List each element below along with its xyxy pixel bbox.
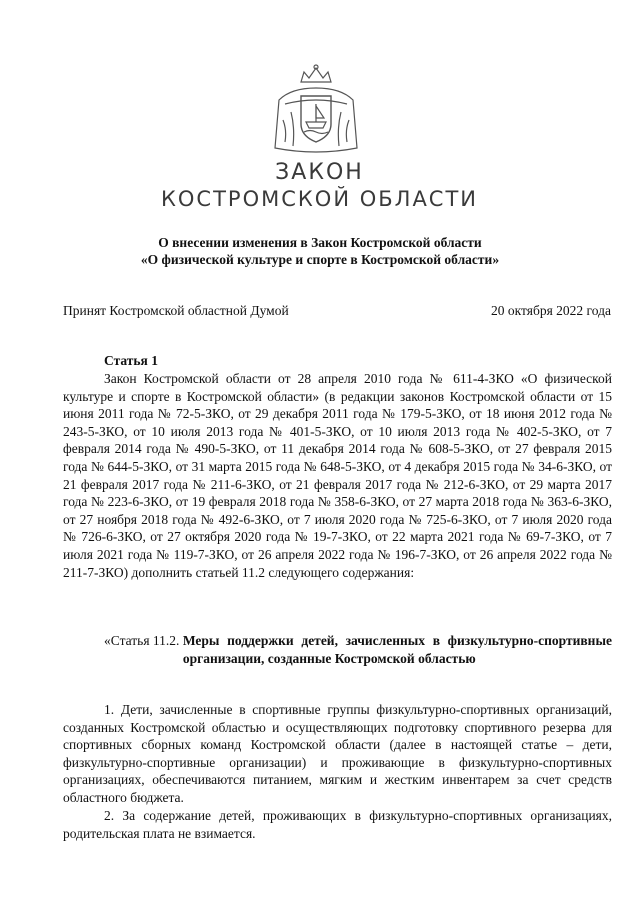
- article-11-2-title: Меры поддержки детей, зачисленных в физкультурно-спортивные организации, созданные Костромской областью: [182, 633, 612, 666]
- adoption-date: 20 октября 2022 года: [491, 303, 611, 318]
- article-11-2-heading: [104, 632, 612, 667]
- subject-line-2: «О физической культуре и спорте в Костромской области»: [140, 252, 500, 267]
- coat-of-arms-icon: [271, 60, 361, 160]
- adoption-line: [63, 303, 611, 319]
- subject-line-1: О внесении изменения в Закон Костромской области: [158, 235, 482, 250]
- article-1-heading: Статья 1: [104, 353, 158, 368]
- law-region-title: КОСТРОМСКОЙ ОБЛАСТИ: [160, 187, 479, 211]
- article-11-2-paragraph-2: 2. За содержание детей, проживающих в физкультурно-спортивных организациях, родительская плата не взимается.: [63, 808, 612, 841]
- article-1-text: Закон Костромской области от 28 апреля 2010 года № 611-4-ЗКО «О физической культуре и спорте в Костромской области» (в редакции законов Костромской области от 15 июня 2011 года № 72-5-ЗКО, от 29 декабря 2011 года № 179-5-ЗКО, от 18 июня 2012 года № 243-5-ЗКО, от 10 июля 2013 года № 401-5-ЗКО, от 10 июля 2013 года № 402-5-ЗКО, от 7 февраля 2014 года № 490-5-ЗКО, от 11 декабря 2014 года № 608-5-ЗКО, от 27 февраля 2015 года № 644-5-ЗКО, от 31 марта 2015 года № 648-5-ЗКО, от 4 декабря 2015 года № 34-6-ЗКО, от 21 февраля 2017 года № 211-6-ЗКО, от 21 февраля 2017 года № 212-6-ЗКО, от 29 марта 2017 года № 223-6-ЗКО, от 19 февраля 2018 года № 358-6-ЗКО, от 27 марта 2018 года № 363-6-ЗКО, от 27 ноября 2018 года № 492-6-ЗКО, от 7 июля 2020 года № 725-6-ЗКО, от 7 июля 2020 года № 726-6-ЗКО, от 27 октября 2020 года № 19-7-ЗКО, от 22 марта 2021 года № 69-7-ЗКО, от 7 июля 2021 года № 119-7-ЗКО, от 26 апреля 2022 года № 196-7-ЗКО, от 26 апреля 2022 года № 211-7-ЗКО) дополнить статьей 11.2 следующего содержания:: [63, 371, 612, 580]
- adopted-by: Принят Костромской областной Думой: [63, 303, 289, 318]
- article-11-2-lead: «Статья 11.2.: [104, 633, 180, 648]
- law-title: ЗАКОН: [275, 160, 364, 185]
- article-11-2-paragraph-1: 1. Дети, зачисленные в спортивные группы физкультурно-спортивных организаций, созданных Костромской областью и осуществляющих подготовку спортивного резерва для спортивных сборных команд Костромской области (далее в настоящей статье – дети, физкультурно-спортивные организации) и проживающие в физкультурно-спортивных организациях, обеспечиваются питанием, мягким и жестким инвентарем за счет средств областного бюджета.: [63, 702, 612, 805]
